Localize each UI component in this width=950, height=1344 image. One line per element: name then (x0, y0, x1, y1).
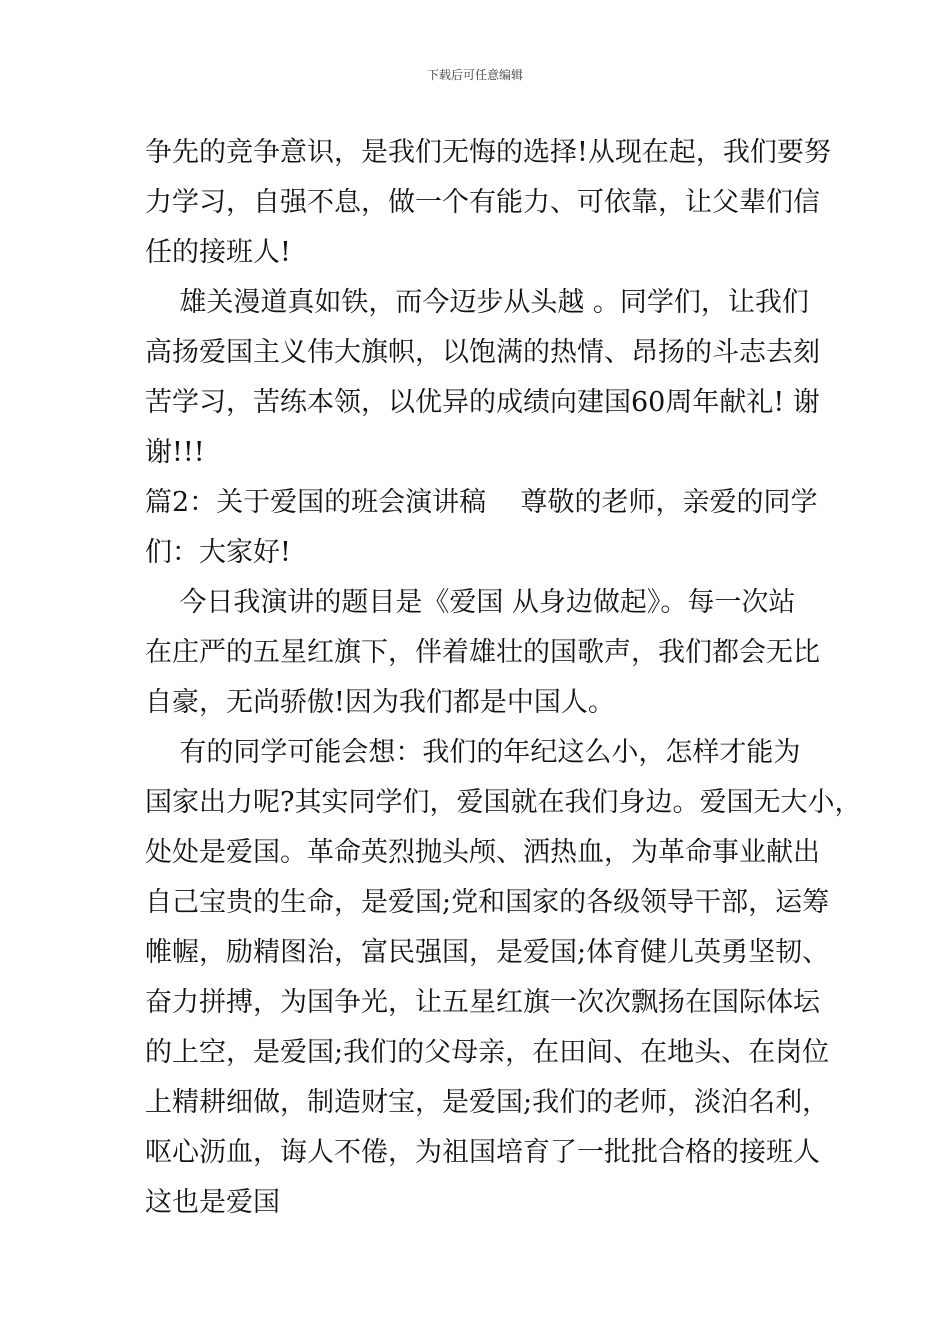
text-line: 奋力拼搏，为国争光，让五星红旗一次次飘扬在国际体坛 (145, 987, 820, 1018)
text-line: 有的同学可能会想：我们的年纪这么小，怎样才能为 (145, 737, 801, 768)
text-line: 任的接班人! (145, 237, 291, 268)
text-line: 今日我演讲的题目是《爱国 从身边做起》。每一次站 (145, 587, 796, 618)
text-line: 上精耕细做，制造财宝，是爱国;我们的老师，淡泊名利， (145, 1087, 830, 1118)
text-line: 自己宝贵的生命，是爱国;党和国家的各级领导干部，运筹 (145, 887, 830, 918)
text-line: 帷幄，励精图治，富民强国，是爱国;体育健儿英勇坚韧、 (145, 937, 830, 968)
text-line: 的上空，是爱国;我们的父母亲，在田间、在地头、在岗位 (145, 1037, 830, 1068)
text-line: 国家出力呢?其实同学们，爱国就在我们身边。爱国无大小， (145, 787, 862, 818)
text-line: 呕心沥血，诲人不倦，为祖国培育了一批批合格的接班人 (145, 1137, 820, 1168)
text-line: 谢!!! (145, 437, 205, 468)
text-line: 力学习，自强不息，做一个有能力、可依靠，让父辈们信 (145, 187, 820, 218)
section-heading-line: 篇2：关于爱国的班会演讲稿 尊敬的老师，亲爱的同学 (145, 487, 818, 518)
text-line: 自豪，无尚骄傲!因为我们都是中国人。 (145, 687, 615, 718)
text-line: 争先的竞争意识，是我们无悔的选择!从现在起，我们要努 (145, 137, 831, 168)
text-line: 苦学习，苦练本领，以优异的成绩向建国60周年献礼! 谢 (145, 387, 820, 418)
document-body (145, 128, 862, 1228)
text-line: 在庄严的五星红旗下，伴着雄壮的国歌声，我们都会无比 (145, 637, 820, 668)
text-line: 处处是爱国。革命英烈抛头颅、洒热血，为革命事业献出 (145, 837, 820, 868)
text-line: 高扬爱国主义伟大旗帜，以饱满的热情、昂扬的斗志去刻 (145, 337, 820, 368)
text-line: 雄关漫道真如铁，而今迈步从头越 。同学们，让我们 (145, 287, 809, 318)
text-line: 们：大家好! (145, 537, 291, 568)
text-line: 这也是爱国 (145, 1187, 280, 1218)
page-header-note: 下载后可任意编辑 (426, 68, 523, 82)
